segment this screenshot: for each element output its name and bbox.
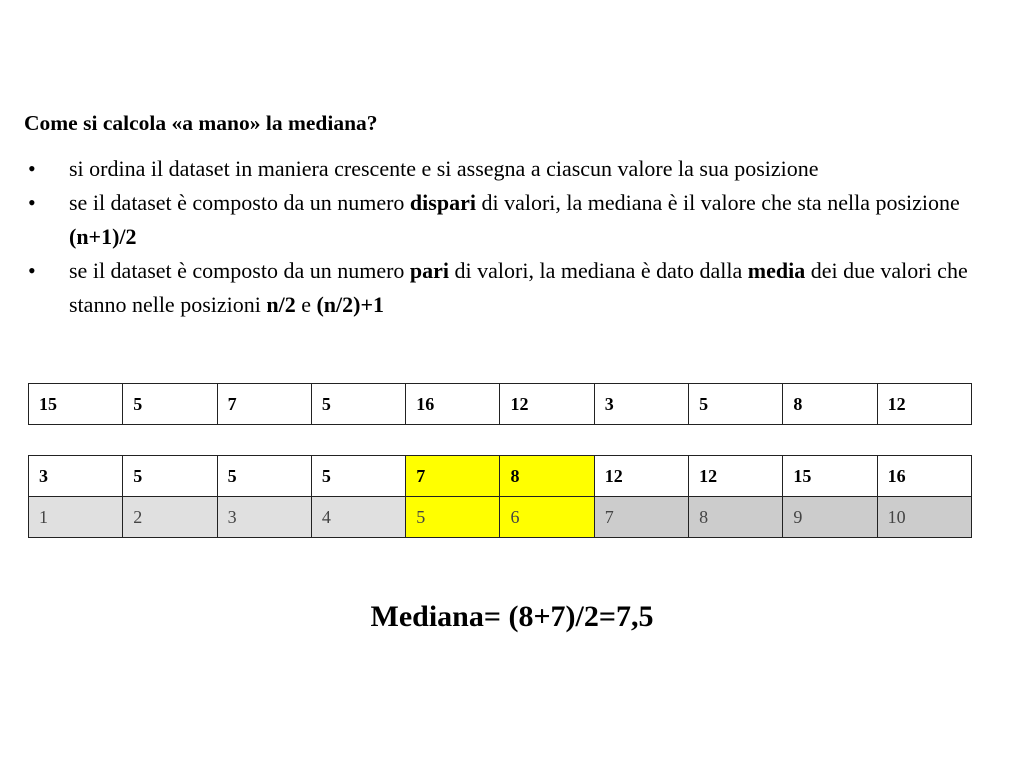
- table-row: [29, 456, 972, 497]
- bullet-emphasis: pari: [409, 258, 450, 283]
- bullet-emphasis: media: [747, 258, 806, 283]
- bullet-text: dei due valori che stanno nelle posizioni: [69, 258, 968, 317]
- table-cell: 5: [311, 384, 405, 425]
- table-row: [29, 497, 972, 538]
- bullet-item: [28, 152, 1003, 186]
- bullet-text: di valori, la mediana è dato dalla: [449, 258, 748, 283]
- bullet-text: si ordina il dataset in maniera crescente e si assegna a ciascun valore la sua posizione: [69, 156, 819, 181]
- table-cell: 8: [783, 384, 877, 425]
- unsorted-values-table: [28, 383, 972, 425]
- bullet-text: e: [295, 292, 317, 317]
- table-cell: 3: [29, 456, 123, 497]
- position-cell: 9: [783, 497, 877, 538]
- position-cell: 7: [594, 497, 688, 538]
- table-cell: 12: [500, 384, 594, 425]
- table-cell: 5: [123, 384, 217, 425]
- table-cell: 5: [217, 456, 311, 497]
- table-cell: 7: [217, 384, 311, 425]
- bullet-text: se il dataset è composto da un numero: [69, 258, 410, 283]
- bullet-emphasis: dispari: [409, 190, 476, 215]
- sorted-values-table: [28, 455, 972, 538]
- position-cell: 10: [877, 497, 971, 538]
- bullet-formula: (n+1)/2: [69, 224, 137, 249]
- table-cell: 12: [594, 456, 688, 497]
- table-cell: 16: [406, 384, 500, 425]
- table-cell: 5: [689, 384, 783, 425]
- bullet-marker: •: [28, 156, 36, 181]
- median-result: Mediana= (8+7)/2=7,5: [370, 600, 654, 633]
- position-cell: 6: [500, 497, 594, 538]
- table-row: [29, 384, 972, 425]
- table-cell: 15: [783, 456, 877, 497]
- table-cell: 5: [311, 456, 405, 497]
- table-cell: 16: [877, 456, 971, 497]
- position-cell: 2: [123, 497, 217, 538]
- bullet-marker: •: [28, 258, 36, 283]
- position-cell: 4: [311, 497, 405, 538]
- position-cell: 3: [217, 497, 311, 538]
- bullet-formula: (n/2)+1: [316, 292, 385, 317]
- table-cell: 12: [689, 456, 783, 497]
- position-cell: 1: [29, 497, 123, 538]
- bullet-text: se il dataset è composto da un numero: [69, 190, 410, 215]
- table-cell: 15: [29, 384, 123, 425]
- bullet-marker: •: [28, 190, 36, 215]
- bullet-list: [28, 152, 1003, 322]
- bullet-text: di valori, la mediana è il valore che sta nella posizione: [475, 190, 960, 215]
- table-cell: 12: [877, 384, 971, 425]
- table-cell: 5: [123, 456, 217, 497]
- bullet-item: [28, 186, 1003, 254]
- table-cell: 7: [406, 456, 500, 497]
- position-cell: 8: [689, 497, 783, 538]
- slide-title: Come si calcola «a mano» la mediana?: [24, 111, 378, 135]
- bullet-formula: n/2: [266, 292, 296, 317]
- position-cell: 5: [406, 497, 500, 538]
- table-cell: 3: [594, 384, 688, 425]
- bullet-item: [28, 254, 1003, 322]
- table-cell: 8: [500, 456, 594, 497]
